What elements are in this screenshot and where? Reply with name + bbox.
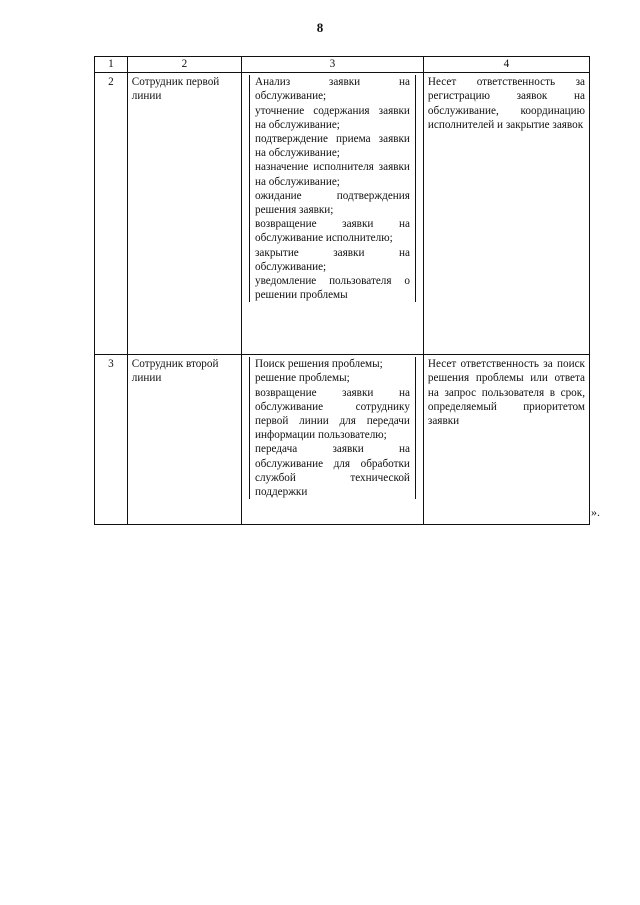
task-item: ожидание подтверждения решения заявки; bbox=[255, 189, 410, 217]
task-item: передача заявки на обслуживание для обработки службой технической поддержки bbox=[255, 443, 410, 499]
role-cell: Сотрудник первой линии bbox=[127, 73, 241, 355]
role-cell: Сотрудник второй линии bbox=[127, 355, 241, 525]
task-item: закрытие заявки на обслуживание; bbox=[255, 246, 410, 273]
header-cell-1: 1 bbox=[95, 57, 128, 73]
row-number-cell: 2 bbox=[95, 73, 128, 355]
responsibility-text: Несет ответственность за регистрацию заявок на обслуживание, координацию исполнителей и закрытие заявок bbox=[427, 76, 585, 131]
task-item: возвращение заявки на обслуживание сотруднику первой линии для передачи информации пользователю; bbox=[255, 386, 410, 442]
responsibility-text: Несет ответственность за поиск решения проблемы или ответа на запрос пользователя в срок, определяемый приоритетом заявки bbox=[427, 358, 585, 428]
closing-quote: ». bbox=[591, 505, 600, 519]
task-item: подтверждение приема заявки на обслуживание; bbox=[255, 133, 410, 160]
responsibility-cell bbox=[423, 73, 589, 355]
task-item: уведомление пользователя о решении проблемы bbox=[255, 275, 410, 302]
task-item: Поиск решения проблемы; bbox=[255, 358, 383, 371]
table-row bbox=[95, 73, 590, 355]
table-header-row bbox=[95, 57, 590, 73]
tasks-cell bbox=[242, 355, 424, 525]
tasks-cell bbox=[242, 73, 424, 355]
row-number-cell: 3 bbox=[95, 355, 128, 525]
tasks-list bbox=[249, 357, 416, 499]
task-item: Анализ заявки на обслуживание; bbox=[255, 76, 410, 103]
header-cell-3: 3 bbox=[242, 57, 424, 73]
header-cell-2: 2 bbox=[127, 57, 241, 73]
task-item: решение проблемы; bbox=[255, 372, 350, 385]
responsibility-cell bbox=[423, 355, 589, 525]
task-item: возвращение заявки на обслуживание исполнителю; bbox=[255, 218, 410, 245]
task-item: назначение исполнителя заявки на обслуживание; bbox=[255, 161, 410, 188]
page-number: 8 bbox=[316, 20, 324, 35]
responsibilities-table bbox=[94, 56, 590, 525]
task-item: уточнение содержания заявки на обслуживание; bbox=[255, 104, 410, 131]
tasks-list bbox=[249, 75, 416, 302]
table-row bbox=[95, 355, 590, 525]
header-cell-4: 4 bbox=[423, 57, 589, 73]
